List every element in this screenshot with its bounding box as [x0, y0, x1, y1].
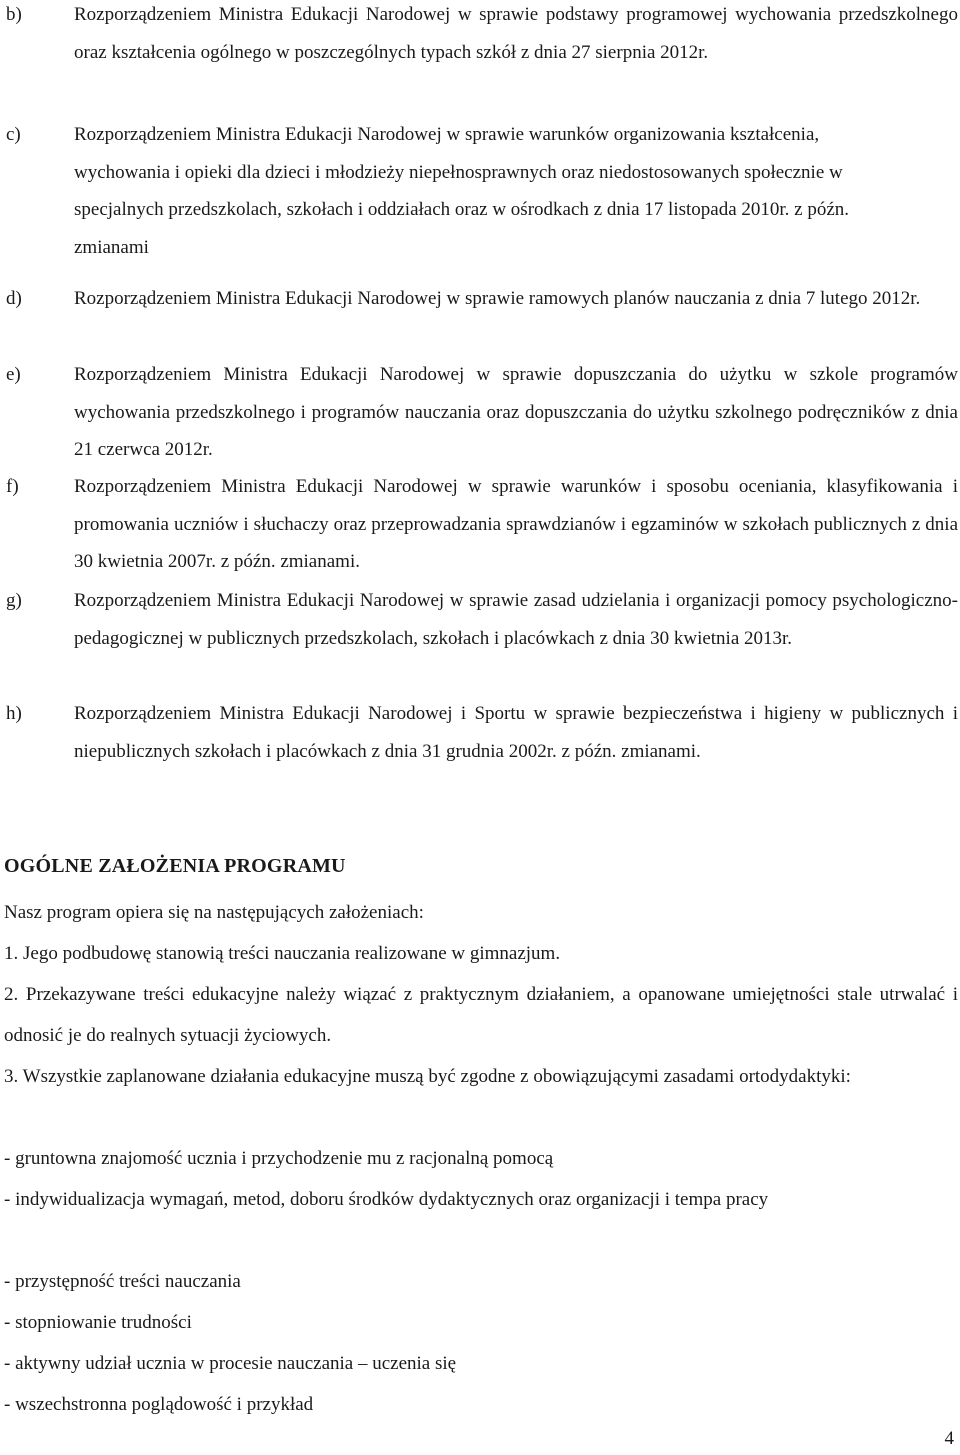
reference-text: Rozporządzeniem Ministra Edukacji Narodowej w sprawie ramowych planów nauczania z dnia 7 lutego 2012r. — [74, 288, 921, 309]
principle-2: 2. Przekazywane treści edukacyjne należy wiązać z praktycznym działaniem, a opanowane umiejętności stale utrwalać i odnosić je do realnych sytuacji życiowych. — [4, 984, 958, 1046]
reference-letter: g) — [6, 590, 22, 611]
reference-letter: c) — [6, 124, 21, 145]
section-heading: OGÓLNE ZAŁOŻENIA PROGRAMU — [4, 855, 346, 877]
principle-1: 1. Jego podbudowę stanowią treści nauczania realizowane w gimnazjum. — [4, 943, 561, 964]
legal-reference-b — [6, 0, 958, 71]
didactic-rule: - aktywny udział ucznia w procesie nauczania – uczenia się — [4, 1353, 457, 1374]
reference-text: Rozporządzeniem Ministra Edukacji Narodowej w sprawie dopuszczania do użytku w szkole programów wychowania przedszkolnego i programów nauczania oraz dopuszczania do użytku szkolnego podręczników z dnia 21 czerwca 2012r. — [74, 364, 958, 460]
reference-letter: d) — [6, 288, 22, 309]
legal-reference-d — [6, 280, 958, 318]
page-number: 4 — [944, 1428, 954, 1449]
reference-text: Rozporządzeniem Ministra Edukacji Narodowej w sprawie zasad udzielania i organizacji pomocy psychologiczno-pedagogicznej w publicznych przedszkolach, szkołach i placówkach z dnia 30 kwietnia 2013r. — [74, 590, 958, 649]
legal-reference-c — [6, 116, 958, 266]
reference-text: Rozporządzeniem Ministra Edukacji Narodowej w sprawie podstawy programowej wychowania przedszkolnego oraz kształcenia ogólnego w poszczególnych typach szkół z dnia 27 sierpnia 2012r. — [74, 4, 958, 63]
didactic-rule: - wszechstronna poglądowość i przykład — [4, 1394, 314, 1415]
didactic-rule: - stopniowanie trudności — [4, 1312, 192, 1333]
principle-3: 3. Wszystkie zaplanowane działania edukacyjne muszą być zgodne z obowiązującymi zasadami ortodydaktyki: — [4, 1066, 851, 1087]
didactic-rule: - indywidualizacja wymagań, metod, doboru środków dydaktycznych oraz organizacji i tempa pracy — [4, 1189, 769, 1210]
reference-text: Rozporządzeniem Ministra Edukacji Narodowej i Sportu w sprawie bezpieczeństwa i higieny w publicznych i niepublicznych szkołach i placówkach z dnia 31 grudnia 2002r. z późn. zmianami. — [74, 703, 958, 762]
reference-text: Rozporządzeniem Ministra Edukacji Narodowej w sprawie warunków organizowania kształcenia, wychowania i opieki dla dzieci i młodzieży niepełnosprawnych oraz niedostosowanych społecznie w specjalnych przedszkolach, szkołach i oddziałach oraz w ośrodkach z dnia 17 listopada 2010r. z późn. zmianami — [74, 124, 850, 258]
reference-letter: b) — [6, 4, 22, 25]
section-intro: Nasz program opiera się na następujących założeniach: — [4, 902, 424, 923]
didactic-rule: - gruntowna znajomość ucznia i przychodzenie mu z racjonalną pomocą — [4, 1148, 554, 1169]
legal-reference-f — [6, 468, 958, 581]
legal-reference-h — [6, 695, 958, 770]
legal-reference-e — [6, 356, 958, 469]
reference-letter: h) — [6, 703, 22, 724]
reference-letter: e) — [6, 364, 21, 385]
reference-letter: f) — [6, 476, 19, 497]
didactic-rule: - przystępność treści nauczania — [4, 1271, 241, 1292]
legal-reference-g — [6, 582, 958, 657]
reference-text: Rozporządzeniem Ministra Edukacji Narodowej w sprawie warunków i sposobu oceniania, klasyfikowania i promowania uczniów i słuchaczy oraz przeprowadzania sprawdzianów i egzaminów w szkołach publicznych z dnia 30 kwietnia 2007r. z późn. zmianami. — [74, 476, 958, 572]
